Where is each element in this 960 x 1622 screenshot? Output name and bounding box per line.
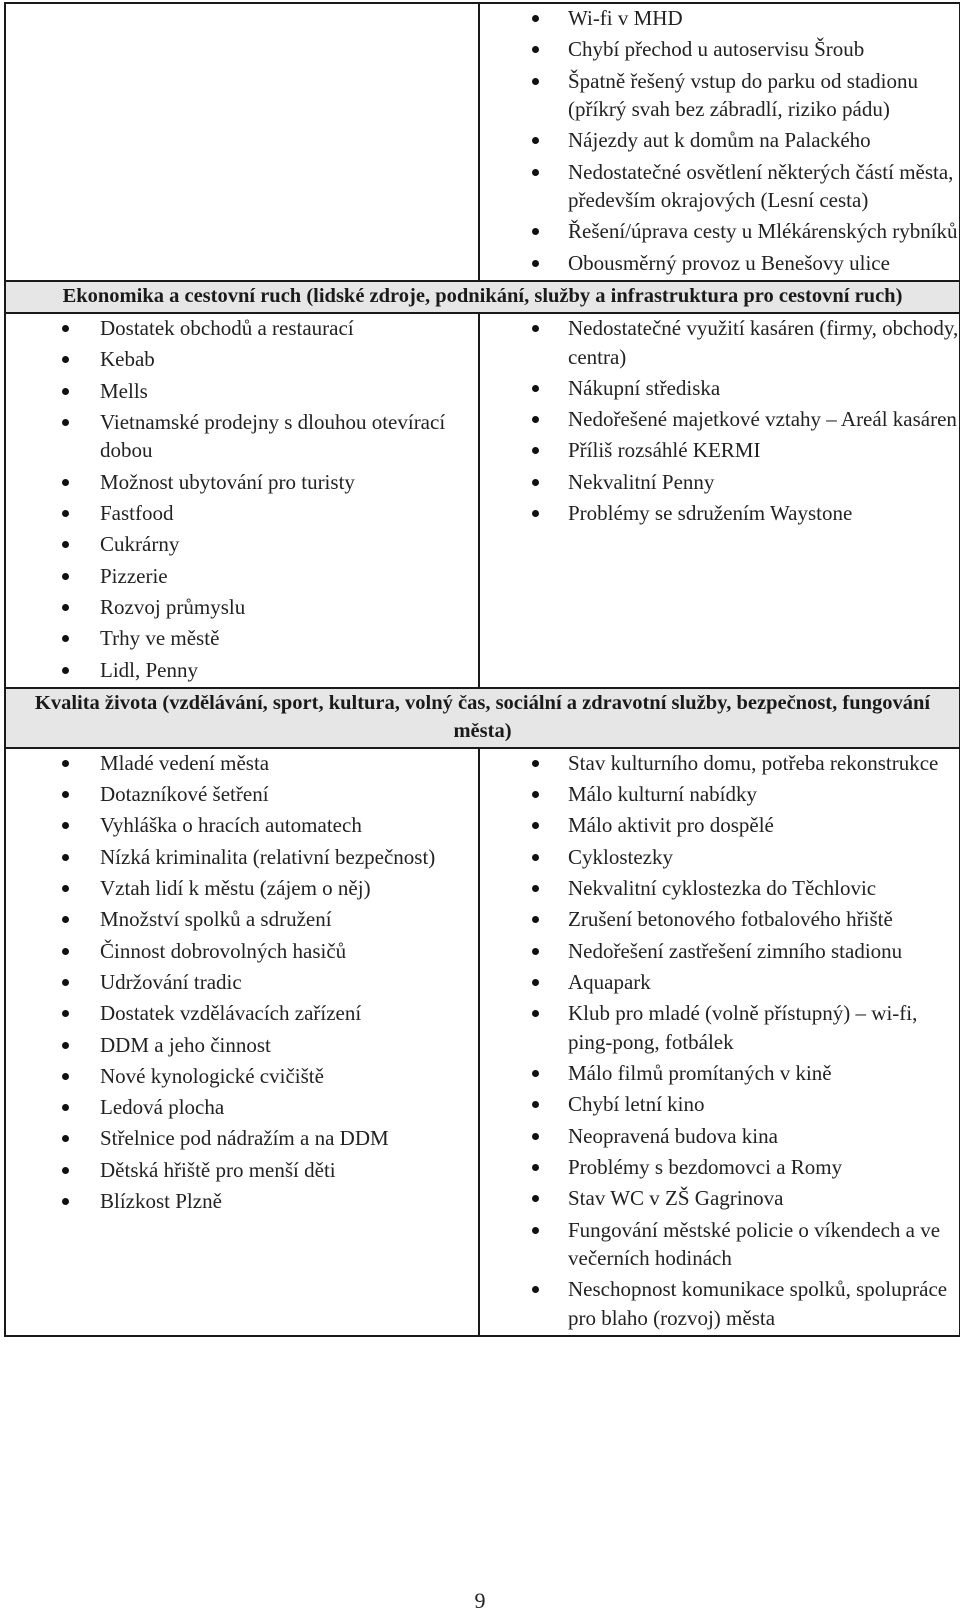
list-item: Kebab — [6, 345, 478, 374]
list-item: Dotazníkové šetření — [6, 780, 478, 809]
left-item-list — [6, 749, 478, 1216]
list-item: Vietnamské prodejny s dlouhou otevírací dobou — [6, 408, 478, 465]
section-title: Ekonomika a cestovní ruch (lidské zdroje, podnikání, služby a infrastruktura pro cestovní ruch) — [5, 281, 960, 313]
right-column-cell — [479, 3, 960, 281]
list-item: Obousměrný provoz u Benešovy ulice — [480, 249, 959, 278]
list-item: Cukrárny — [6, 530, 478, 559]
list-item: Dostatek obchodů a restaurací — [6, 314, 478, 343]
section-header-row — [5, 281, 960, 313]
list-item: Chybí přechod u autoservisu Šroub — [480, 35, 959, 64]
list-item: Mladé vedení města — [6, 749, 478, 778]
list-item: Nedostatečné využití kasáren (firmy, obchody, centra) — [480, 314, 959, 371]
list-item: Dětská hřiště pro menší děti — [6, 1156, 478, 1185]
list-item: Stav kulturního domu, potřeba rekonstrukce — [480, 749, 959, 778]
section-title: Kvalita života (vzdělávání, sport, kultura, volný čas, sociální a zdravotní služby, bezpečnost, fungování města) — [5, 688, 960, 748]
content-row — [5, 313, 960, 688]
list-item: Špatně řešený vstup do parku od stadionu (příkrý svah bez zábradlí, riziko pádu) — [480, 67, 959, 124]
list-item: Nedořešení zastřešení zimního stadionu — [480, 937, 959, 966]
list-item: Neopravená budova kina — [480, 1122, 959, 1151]
list-item: Málo aktivit pro dospělé — [480, 811, 959, 840]
list-item: Nedořešené majetkové vztahy – Areál kasáren — [480, 405, 959, 434]
list-item: Neschopnost komunikace spolků, spolupráce pro blaho (rozvoj) města — [480, 1275, 959, 1332]
list-item: Vztah lidí k městu (zájem o něj) — [6, 874, 478, 903]
list-item: Řešení/úprava cesty u Mlékárenských rybníků — [480, 217, 959, 246]
section-header-row — [5, 688, 960, 748]
right-item-list — [480, 749, 959, 1332]
swot-table — [4, 2, 960, 1337]
list-item: Činnost dobrovolných hasičů — [6, 937, 478, 966]
list-item: Klub pro mladé (volně přístupný) – wi-fi, ping-pong, fotbálek — [480, 999, 959, 1056]
swot-table-body — [5, 3, 960, 1336]
list-item: Nekvalitní cyklostezka do Těchlovic — [480, 874, 959, 903]
list-item: Nekvalitní Penny — [480, 468, 959, 497]
list-item: DDM a jeho činnost — [6, 1031, 478, 1060]
list-item: Mells — [6, 377, 478, 406]
list-item: Nové kynologické cvičiště — [6, 1062, 478, 1091]
content-row — [5, 748, 960, 1336]
left-item-list — [6, 314, 478, 684]
right-item-list — [480, 314, 959, 527]
content-row — [5, 3, 960, 281]
right-column-cell — [479, 313, 960, 688]
list-item: Vyhláška o hracích automatech — [6, 811, 478, 840]
list-item: Ledová plocha — [6, 1093, 478, 1122]
list-item: Zrušení betonového fotbalového hřiště — [480, 905, 959, 934]
list-item: Pizzerie — [6, 562, 478, 591]
list-item: Dostatek vzdělávacích zařízení — [6, 999, 478, 1028]
list-item: Nákupní střediska — [480, 374, 959, 403]
list-item: Málo kulturní nabídky — [480, 780, 959, 809]
list-item: Nízká kriminalita (relativní bezpečnost) — [6, 843, 478, 872]
list-item: Trhy ve městě — [6, 624, 478, 653]
list-item: Problémy se sdružením Waystone — [480, 499, 959, 528]
list-item: Lidl, Penny — [6, 656, 478, 685]
left-column-cell — [5, 313, 479, 688]
list-item: Stav WC v ZŠ Gagrinova — [480, 1184, 959, 1213]
right-column-cell — [479, 748, 960, 1336]
list-item: Chybí letní kino — [480, 1090, 959, 1119]
list-item: Nedostatečné osvětlení některých částí města, především okrajových (Lesní cesta) — [480, 158, 959, 215]
list-item: Střelnice pod nádražím a na DDM — [6, 1124, 478, 1153]
list-item: Aquapark — [480, 968, 959, 997]
list-item: Fastfood — [6, 499, 478, 528]
left-column-cell — [5, 748, 479, 1336]
list-item: Udržování tradic — [6, 968, 478, 997]
list-item: Problémy s bezdomovci a Romy — [480, 1153, 959, 1182]
list-item: Cyklostezky — [480, 843, 959, 872]
list-item: Blízkost Plzně — [6, 1187, 478, 1216]
list-item: Příliš rozsáhlé KERMI — [480, 436, 959, 465]
list-item: Možnost ubytování pro turisty — [6, 468, 478, 497]
list-item: Nájezdy aut k domům na Palackého — [480, 126, 959, 155]
list-item: Wi-fi v MHD — [480, 4, 959, 33]
list-item: Málo filmů promítaných v kině — [480, 1059, 959, 1088]
list-item: Množství spolků a sdružení — [6, 905, 478, 934]
page-number: 9 — [474, 1588, 486, 1613]
list-item: Fungování městské policie o víkendech a ve večerních hodinách — [480, 1216, 959, 1273]
right-item-list — [480, 4, 959, 277]
left-column-cell — [5, 3, 479, 281]
list-item: Rozvoj průmyslu — [6, 593, 478, 622]
